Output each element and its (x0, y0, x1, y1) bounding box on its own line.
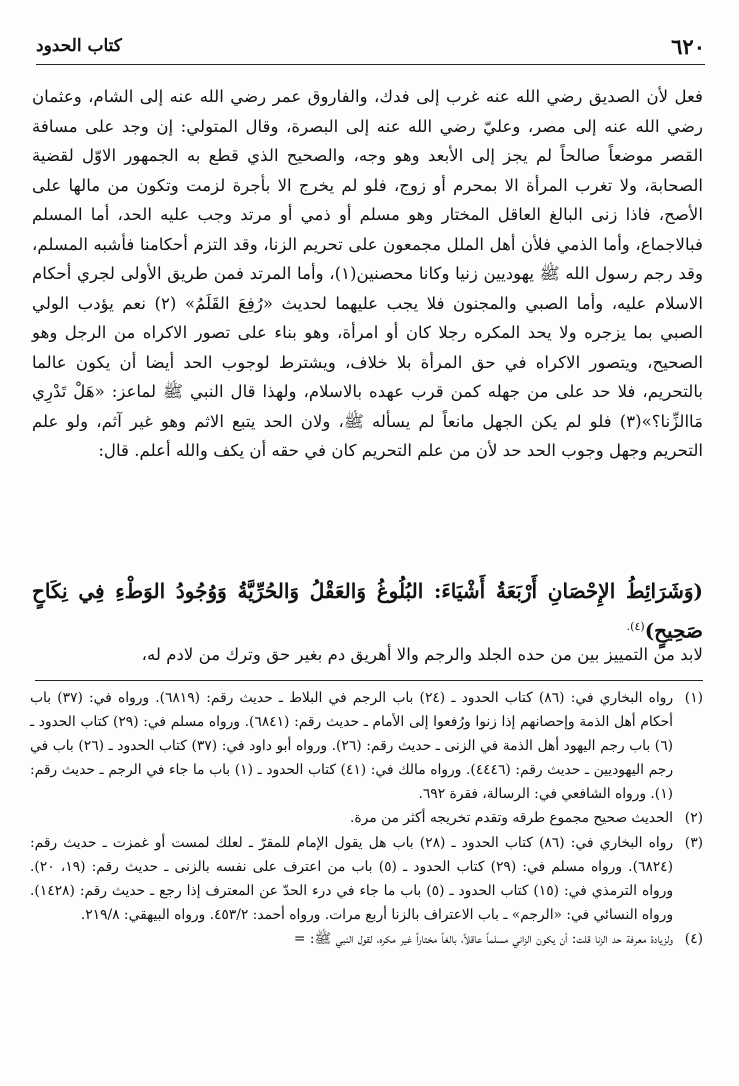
page-header (36, 34, 705, 65)
footnote-2 (30, 806, 703, 830)
footnote-text: الحديث صحيح مجموع طرقه وتقدم تخريجه أكثر من مرة. (349, 810, 673, 827)
running-title: كتاب الحدود (36, 36, 122, 56)
footnote-number: (٣) (684, 834, 703, 851)
matn-text: (وَشَرَائِطُ الإِحْصَانِ أَرْبَعَةُ أَشْيَاءَ: البُلُوغُ وَالعَقْلُ وَالحُرِّيَّةُ وَوُجُودُ الوَطْءِ فِي نِكَاحٍ صَحِيحٍ) (32, 579, 703, 643)
footnote-text: رواه البخاري في: (٨٦) كتاب الحدود ـ (٢٨) باب هل يقول الإمام للمقرّ ـ لعلك لمست أو غمزت ـ حديث رقم: (٦٨٢٤). ورواه مسلم في: (٢٩) كتاب الحدود ـ (٥) باب من اعترف على نفسه بالزنى ـ حديث رقم: (١٩، ٢٠). ورواه الترمذي في: (١٥) كتاب الحدود ـ (٥) باب ما جاء في درء الحدّ عن المعترف إذا رجع ـ حديث رقم: (١٤٢٨). ورواه النسائي في: «الرجم» ـ باب الاعتراف بالزنا أربع مرات. ورواه أحمد: ٤٥٣/٢. ورواه البيهقي: ٢١٩/٨. (30, 834, 674, 923)
footnote-3 (30, 831, 703, 927)
footnote-divider (35, 680, 703, 681)
footnote-number: (١) (684, 690, 703, 706)
footnote-1 (30, 686, 703, 806)
main-text (32, 82, 703, 466)
commentary-text: لابد من التمييز بين من حده الجلد والرجم والا أهريق دم بغير حق وترك من لادم له، (141, 645, 703, 664)
footnote-number: (٢) (684, 810, 703, 827)
footnote-text: رواه البخاري في: (٨٦) كتاب الحدود ـ (٢٤) باب الرجم في البلاط ـ حديث رقم: (٦٨١٩). ورواه في: (٣٧) باب أحكام أهل الذمة وإحصانهم إذا زنوا ورُفعوا إلى الأمام ـ حديث رقم: (٦٨٤١). ورواه مسلم في: (٢٩) كتاب الحدود ـ (٦) باب رجم اليهود أهل الذمة في الزنى ـ حديث رقم: (٢٦). ورواه أبو داود في: (٣٧) كتاب الحدود ـ (٢٦) باب في رجم اليهوديين ـ حديث رقم: (٤٤٤٦). ورواه مالك في: (٤١) كتاب الحدود ـ (١) باب ما جاء في الرجم ـ حديث رقم: (١). ورواه الشافعي في: الرسالة، فقرة ٦٩٢. (30, 690, 674, 803)
matn-heading (32, 573, 703, 649)
footnote-text: ولزيادة معرفة حد الزنا قلت: أن يكون الزاني مسلماً عاقلاً، بالغاً مختاراً غير مكره، لقول النبي ﷺ: = (293, 930, 673, 947)
footnote-4 (30, 927, 703, 951)
footnotes (30, 686, 703, 951)
matn-footnote-ref: (٤). (626, 620, 645, 633)
page-number: ٦٢٠ (671, 34, 705, 59)
main-paragraph: فعل لأن الصديق رضي الله عنه غرب إلى فدك، والفاروق عمر رضي الله عنه إلى الشام، وعثمان رضي الله عنه إلى مصر، وعليّ رضي الله عنه إلى البصرة، وقال المتولي: إن وجد على مسافة القصر موضعاً صالحاً لم يجز إلى الأبعد وهو وجه، والصحيح الذي قطع به الجمهور الاوّل لقضية الصحابة، ولا تغرب المرأة الا بمحرم أو زوج، فلو لم يخرج الا بأجرة لزمت وتكون من مالها على الأصح، فاذا زنى البالغ العاقل المختار وهو مسلم أو ذمي أو مرتد وجب عليه الحد، أما المسلم فبالاجماع، وأما الذمي فلأن أهل الملل مجمعون على تحريم الزنا، وقد التزم أحكامنا فأشبه المسلم، وقد رجم رسول الله ﷺ يهوديين زنيا وكانا محصنين(١)، وأما المرتد فمن طريق الأولى لجري أحكام الاسلام عليه، وأما الصبي والمجنون فلا يجب عليهما لحديث «رُفِعَ القَلَمُ» (٢) نعم يؤدب الولي الصبي بما يزجره ولا يحد المكره رجلا كان أو امرأة، وهو بناء على تصور الاكراه من الرجل وهو الصحيح، ويتصور الاكراه في حق المرأة بلا خلاف، ويشترط لوجوب الحد أيضا أن يكون عالما بالتحريم، فلا حد على من جهله كمن قرب عهده بالاسلام، ولهذا قال النبي ﷺ لماعز: «هَلْ تَدْرِي مَاالزِّنا؟»(٣) فلو لم يكن الجهل مانعاً لم يسأله ﷺ، ولان الحد يتبع الاثم وهو غير آثم، ولو علم التحريم وجهل وجوب الحد حد لأن من علم التحريم كان في حقه أن يكف والله أعلم. قال: (32, 87, 703, 460)
footnote-number: (٤) (684, 930, 703, 947)
commentary-line (32, 640, 703, 669)
